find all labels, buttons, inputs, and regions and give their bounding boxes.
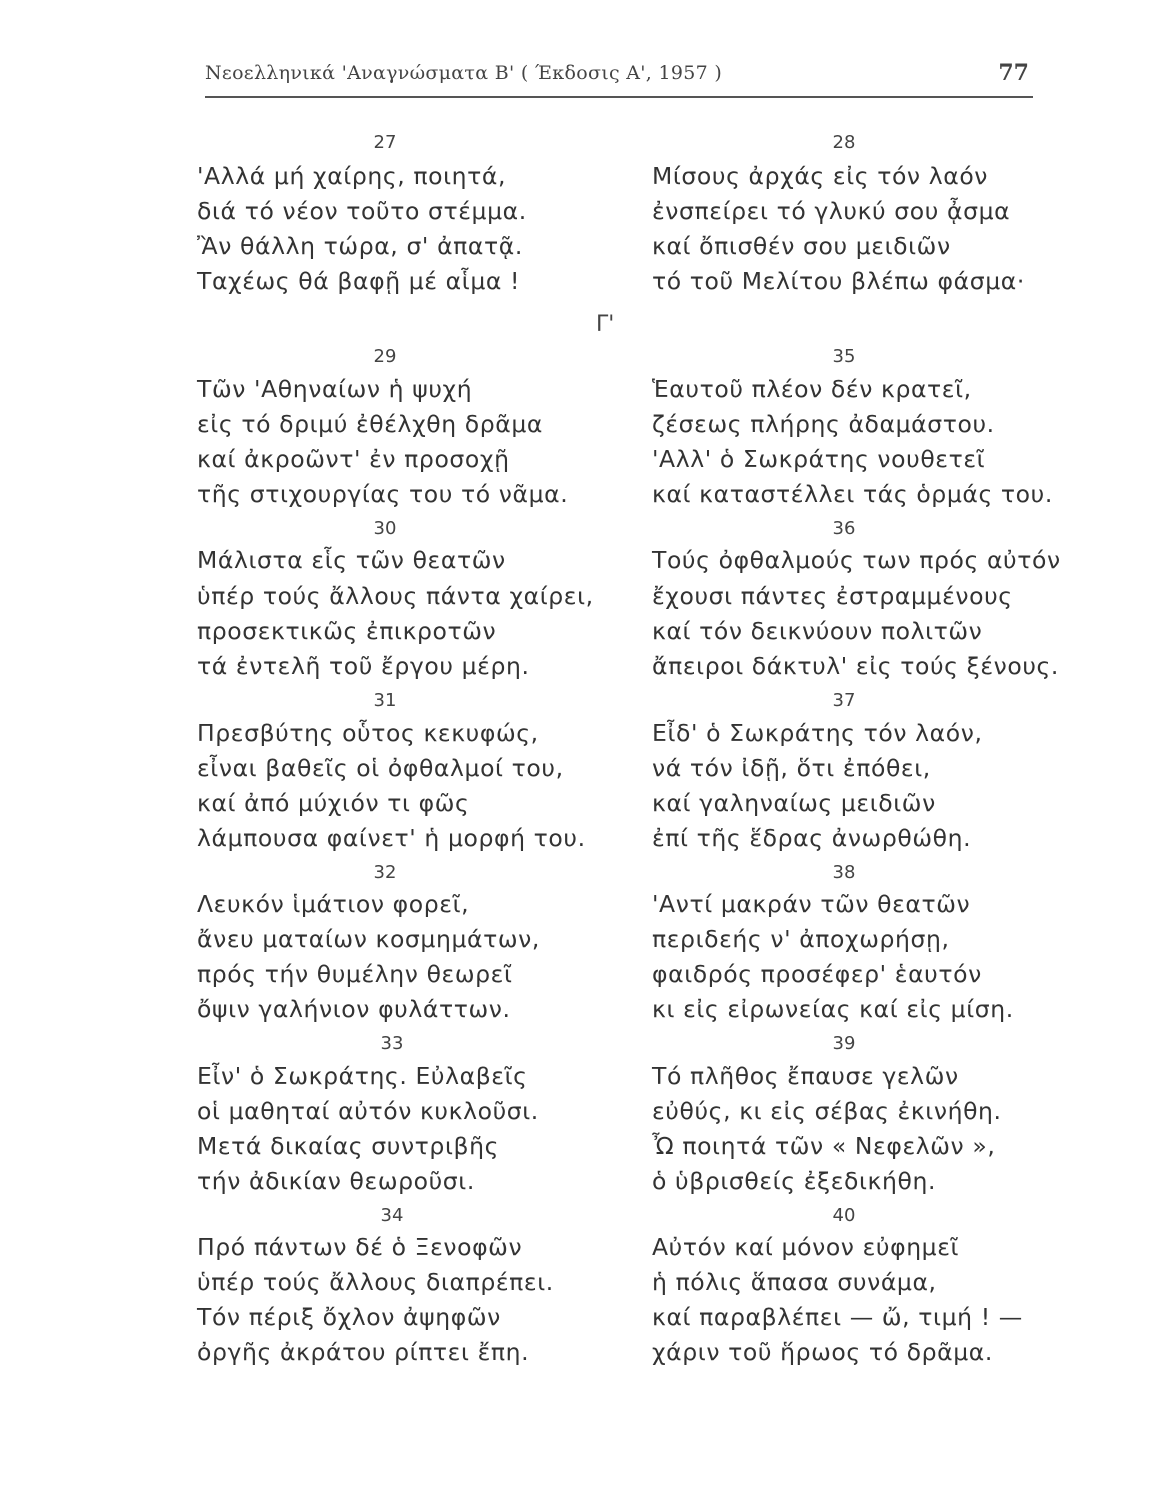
verse-line: ζέσεως πλήρης ἀδαμάστου. [652, 410, 995, 438]
verse-line: καί ἀκροῶντ' ἐν προσοχῇ [197, 445, 510, 473]
verse-line: 'Αλλ' ὁ Σωκράτης νουθετεῖ [652, 445, 986, 473]
verse-line: ἐπί τῆς ἕδρας ἀνωρθώθη. [652, 824, 972, 852]
stanza-number: 32 [373, 862, 397, 883]
verse-line: λάμπουσα φαίνετ' ἡ μορφή του. [197, 824, 586, 852]
verse-line: προσεκτικῶς ἐπικροτῶν [197, 617, 497, 645]
verse-line: Μίσους ἀρχάς εἰς τόν λαόν [652, 162, 989, 190]
verse-line: ἔχουσι πάντες ἐστραμμένους [652, 582, 1013, 610]
stanza-number: 29 [373, 346, 397, 367]
verse-line: ἐνσπείρει τό γλυκύ σου ᾆσμα [652, 197, 1011, 225]
verse-line: καί παραβλέπει — ὤ, τιμή ! — [652, 1303, 1023, 1331]
verse-line: τά ἐντελῆ τοῦ ἔργου μέρη. [197, 652, 530, 680]
verse-line: Εἶδ' ὁ Σωκράτης τόν λαόν, [652, 719, 983, 747]
running-title: Νεοελληνικά 'Αναγνώσματα Β' ( Έκδοσις Α', 1957 ) [205, 62, 723, 84]
verse-line: ἡ πόλις ἅπασα συνάμα, [652, 1268, 937, 1296]
verse-line: εὐθύς, κι εἰς σέβας ἐκινήθη. [652, 1097, 1002, 1125]
verse-line: καί καταστέλλει τάς ὁρμάς του. [652, 480, 1053, 508]
verse-line: καί τόν δεικνύουν πολιτῶν [652, 617, 983, 645]
stanza-number: 38 [832, 862, 856, 883]
stanza-number: 31 [373, 690, 397, 711]
verse-line: ὀργῆς ἀκράτου ρίπτει ἔπη. [197, 1338, 530, 1366]
verse-line: Τό πλῆθος ἔπαυσε γελῶν [652, 1062, 959, 1090]
verse-line: καί γαληναίως μειδιῶν [652, 789, 936, 817]
stanza-number: 27 [373, 132, 397, 153]
stanza-number: 36 [832, 518, 856, 539]
stanza-number: 35 [832, 346, 856, 367]
stanza-number: 37 [832, 690, 856, 711]
verse-line: ὁ ὑβρισθείς ἐξεδικήθη. [652, 1167, 937, 1195]
verse-line: νά τόν ἰδῇ, ὅτι ἐπόθει, [652, 754, 931, 782]
verse-line: χάριν τοῦ ἥρωος τό δρᾶμα. [652, 1338, 993, 1366]
stanza-number: 28 [832, 132, 856, 153]
verse-line: διά τό νέον τοῦτο στέμμα. [197, 197, 527, 225]
verse-line: 'Αλλά μή χαίρης, ποιητά, [197, 162, 507, 190]
verse-line: Τῶν 'Αθηναίων ἡ ψυχή [197, 375, 473, 403]
verse-line: Τούς ὀφθαλμούς των πρός αὐτόν [652, 546, 1061, 574]
verse-line: Εἶν' ὁ Σωκράτης. Εὐλαβεῖς [197, 1062, 528, 1090]
verse-line: καί ὄπισθέν σου μειδιῶν [652, 232, 951, 260]
stanza-number: 40 [832, 1205, 856, 1226]
verse-line: Ταχέως θά βαφῇ μέ αἷμα ! [197, 267, 521, 295]
stanza-number: 30 [373, 518, 397, 539]
verse-line: 'Αντί μακράν τῶν θεατῶν [652, 890, 971, 918]
page-number: 77 [998, 60, 1029, 86]
verse-line: περιδεής ν' ἀποχωρήσῃ, [652, 925, 950, 953]
stanza-number: 33 [380, 1033, 404, 1054]
verse-line: τῆς στιχουργίας του τό νᾶμα. [197, 480, 569, 508]
page-header [205, 60, 1033, 98]
section-mark: Γ' [596, 312, 615, 337]
verse-line: Πρό πάντων δέ ὁ Ξενοφῶν [197, 1233, 523, 1261]
verse-line: κι εἰς εἰρωνείας καί εἰς μίση. [652, 995, 1014, 1023]
verse-line: Μάλιστα εἷς τῶν θεατῶν [197, 546, 506, 574]
verse-line: Ἂν θάλλη τώρα, σ' ἀπατᾷ. [197, 232, 523, 260]
verse-line: εἶναι βαθεῖς οἱ ὀφθαλμοί του, [197, 754, 564, 782]
verse-line: ὑπέρ τούς ἄλλους διαπρέπει. [197, 1268, 554, 1296]
verse-line: τήν ἀδικίαν θεωροῦσι. [197, 1167, 475, 1195]
verse-line: Πρεσβύτης οὗτος κεκυφώς, [197, 719, 539, 747]
verse-line: ἄνευ ματαίων κοσμημάτων, [197, 925, 540, 953]
verse-line: Λευκόν ἱμάτιον φορεῖ, [197, 890, 470, 918]
verse-line: τό τοῦ Μελίτου βλέπω φάσμα· [652, 267, 1025, 295]
verse-line: οἱ μαθηταί αὐτόν κυκλοῦσι. [197, 1097, 539, 1125]
verse-line: ὄψιν γαλήνιον φυλάττων. [197, 995, 511, 1023]
verse-line: καί ἀπό μύχιόν τι φῶς [197, 789, 470, 817]
verse-line: φαιδρός προσέφερ' ἑαυτόν [652, 960, 982, 988]
verse-line: Μετά δικαίας συντριβῆς [197, 1132, 499, 1160]
verse-line: πρός τήν θυμέλην θεωρεῖ [197, 960, 513, 988]
verse-line: Ἑαυτοῦ πλέον δέν κρατεῖ, [652, 375, 972, 403]
stanza-number: 39 [832, 1033, 856, 1054]
verse-line: ὑπέρ τούς ἄλλους πάντα χαίρει, [197, 582, 594, 610]
verse-line: ἄπειροι δάκτυλ' εἰς τούς ξένους. [652, 652, 1059, 680]
verse-line: Ὦ ποιητά τῶν « Νεφελῶν », [652, 1132, 996, 1160]
verse-line: Αὐτόν καί μόνον εὐφημεῖ [652, 1233, 960, 1261]
verse-line: Τόν πέριξ ὄχλον ἀψηφῶν [197, 1303, 501, 1331]
stanza-number: 34 [380, 1205, 404, 1226]
verse-line: εἰς τό δριμύ ἐθέλχθη δρᾶμα [197, 410, 544, 438]
